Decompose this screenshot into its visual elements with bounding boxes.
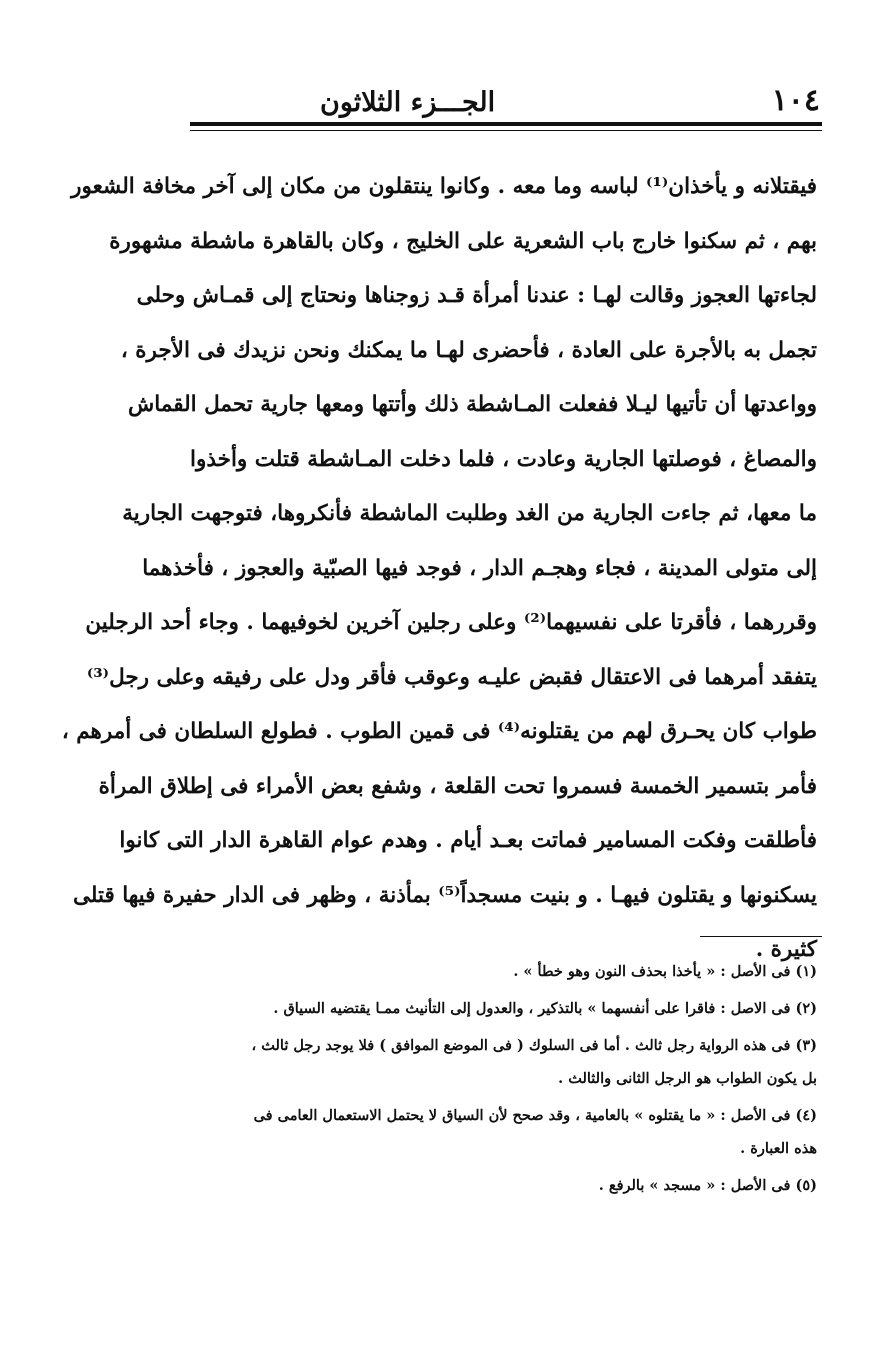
- body-line: تجمل به بالأجرة على العادة ، فأحضرى لهـا ما يمكنك ونحن نزيدك فى الأجرة ،: [120, 337, 817, 363]
- footnote-separator: [700, 936, 822, 937]
- footnote-5: (٥) فى الأصل : « مسجد » بالرفع .: [598, 1177, 817, 1194]
- page-header: [190, 74, 820, 118]
- footnote-1: (١) فى الأصل : « يأخذا بحذف النون وهو خطأ » .: [513, 963, 817, 980]
- body-line: وقررهما ، فأقرتا على نفسيهما⁽²⁾ وعلى رجلين آخرين لخوفيهما . وجاء أحد الرجلين: [85, 610, 817, 635]
- body-line: ما معها، ثم جاءت الجارية من الغد وطلبت الماشطة فأنكروها، فتوجهت الجارية: [122, 501, 817, 526]
- body-line: كثيرة .: [755, 937, 817, 962]
- footnote-2: (٢) فى الاصل : فاقرا على أنفسهما » بالتذكير ، والعدول إلى التأنيث ممـا يقتضيه السياق .: [273, 1000, 817, 1017]
- footnote-4: (٤) فى الأصل : « ما يقتلوه » بالعامية ، وقد صحح لأن السياق لا يحتمل الاستعمال العامى فى: [253, 1107, 817, 1124]
- footnote-3: (٣) فى هذه الرواية رجل ثالث . أما فى السلوك ( فى الموضع الموافق ) فلا يوجد رجل ثالث ،: [251, 1037, 817, 1054]
- body-line: فأمر بتسمير الخمسة فسمروا تحت القلعة ، وشفع بعض الأمراء فى إطلاق المرأة: [98, 773, 817, 799]
- header-rule: [190, 122, 822, 126]
- body-line: طواب كان يحـرق لهم من يقتلونه⁽⁴⁾ فى قمين الطوب . فطولع السلطان فى أمرهم ،: [61, 719, 817, 744]
- body-text: [61, 160, 817, 978]
- footnote-3-continued: بل يكون الطواب هو الرجل الثانى والثالث .: [558, 1070, 817, 1087]
- footnote-4-continued: هذه العبارة .: [740, 1140, 817, 1157]
- body-line: إلى متولى المدينة ، فجاء وهجـم الدار ، فوجد فيها الصبّية والعجوز ، فأخذهما: [142, 555, 817, 581]
- running-title: الجـــزء الثلاثون: [320, 87, 496, 118]
- body-line: والمصاغ ، فوصلتها الجارية وعادت ، فلما دخلت المـاشطة قتلت وأخذوا: [190, 446, 817, 472]
- body-line: لجاءتها العجوز وقالت لهـا : عندنا أمرأة قـد زوجناها ونحتاج إلى قمـاش وحلى: [136, 283, 817, 308]
- page-number: ١٠٤: [771, 83, 820, 118]
- body-line: يتفقد أمرهما فى الاعتقال فقبض عليـه وعوقب فأقر ودل على رفيقه وعلى رجل⁽³⁾: [86, 664, 817, 690]
- body-line: يسكنونها و يقتلون فيهـا . و بنيت مسجداً⁽⁵⁾ بمأذنة ، وظهر فى الدار حفيرة فيها قتلى: [72, 882, 817, 908]
- footnotes: [205, 955, 817, 1202]
- header-rule-thin: [190, 130, 822, 131]
- body-line: وواعدتها أن تأتيها ليـلا ففعلت المـاشطة ذلك وأتتها ومعها جارية تحمل القماش: [128, 392, 817, 417]
- body-line: فأطلقت وفكت المسامير فماتت بعـد أيام . وهدم عوام القاهرة الدار التى كانوا: [119, 828, 817, 853]
- body-line: فيقتلانه و يأخذان⁽¹⁾ لباسه وما معه . وكانوا ينتقلون من مكان إلى آخر مخافة الشعور: [71, 174, 817, 199]
- body-line: بهم ، ثم سكنوا خارج باب الشعرية على الخليج ، وكان بالقاهرة ماشطة مشهورة: [109, 228, 817, 254]
